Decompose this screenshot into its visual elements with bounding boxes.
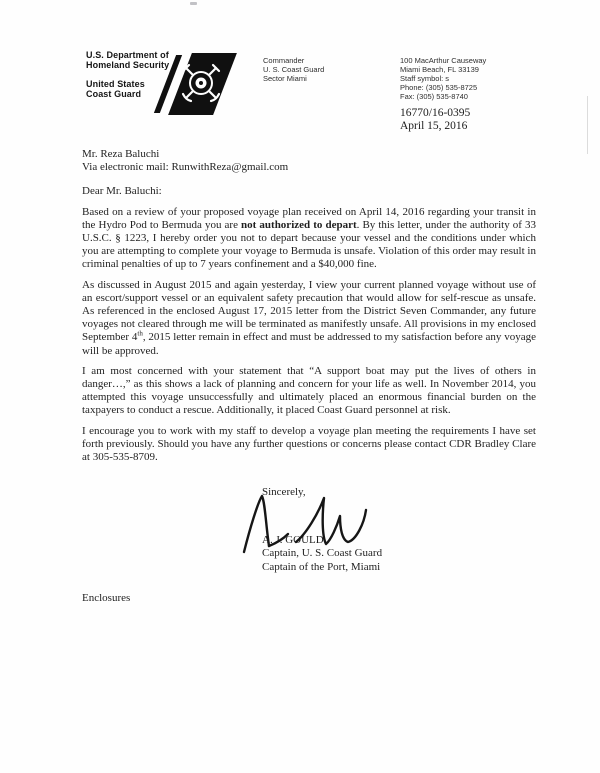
paragraph-1-bold-text: not authorized to depart [241, 218, 357, 231]
closing-block [262, 486, 382, 574]
paragraph-2 [82, 279, 536, 358]
paragraph-1 [82, 206, 536, 272]
scan-speck [190, 2, 197, 5]
agency-line-2: Homeland Security [86, 60, 170, 70]
recipient-block [82, 148, 536, 174]
address-line-5: Fax: (305) 535-8740 [400, 92, 468, 101]
agency-line-1: U.S. Department of [86, 50, 169, 60]
service-line-2: Coast Guard [86, 89, 142, 99]
paragraph-2-text-cont: , 2015 letter remain in effect and must be addressed to my satisfaction before any voyage will be approved. [82, 331, 536, 357]
paragraph-2-superscript: th [137, 329, 143, 338]
signer-title-2: Captain of the Port, Miami [262, 560, 381, 573]
service-line-1: United States [86, 79, 145, 89]
uscg-emblem-icon [178, 60, 224, 106]
paragraph-3: I am most concerned with your statement that “A support boat may put the lives of others in danger…,” as this shows a lack of planning and concern for your life as well. In November 2014, you attempted this voyage unsuccessfully and ultimately placed an enormous financial burden on the taxpayers to conduct a rescue. Additionally, it placed Coast Guard personnel at risk. [82, 364, 536, 417]
recipient-name: Mr. Reza Baluchi [82, 148, 160, 160]
sender-block [263, 56, 324, 83]
sender-line-2: U. S. Coast Guard [263, 65, 325, 74]
address-line-2: Miami Beach, FL 33139 [400, 65, 479, 74]
address-block [400, 56, 486, 101]
date-line: April 15, 2016 [400, 120, 468, 132]
enclosures-line: Enclosures [82, 592, 131, 604]
address-line-3: Staff symbol: s [400, 74, 450, 83]
uscg-racing-stripe-logo [159, 53, 235, 115]
sender-line-1: Commander [263, 56, 305, 65]
paragraph-1-text-cont: . By this letter, under the authority of 33 U.S.C. § 1223, I hereby order you not to depart because your vessel and the conditions under which you are attempting to complete your voyage to Bermuda is unsafe. Violation of this order may result in criminal penalties of up to 7 years confinement and a $40,000 fine. [82, 218, 537, 271]
signer-name: A. J. GOULD [262, 534, 324, 547]
address-line-1: 100 MacArthur Causeway [400, 56, 487, 65]
valediction: Sincerely, [262, 486, 306, 498]
letter-body [82, 148, 536, 464]
paragraph-1-text: Based on a review of your proposed voyage plan received on April 14, 2016 regarding your transit in the Hydro Pod to Bermuda you are [82, 205, 536, 231]
signer-block [262, 534, 382, 574]
signer-title-1: Captain, U. S. Coast Guard [262, 547, 383, 560]
paragraph-4: I encourage you to work with my staff to develop a voyage plan meeting the requirements I have set forth previously. Should you have any further questions or concerns please contact CDR Bradley Clare at 305-535-8709. [82, 424, 536, 464]
salutation: Dear Mr. Baluchi: [82, 185, 162, 198]
recipient-delivery: Via electronic mail: RunwithReza@gmail.com [82, 161, 289, 174]
file-number: 16770/16-0395 [400, 107, 471, 119]
address-line-4: Phone: (305) 535-8725 [400, 83, 478, 92]
agency-block [86, 50, 169, 99]
scan-line-artifact [587, 96, 588, 154]
sender-line-3: Sector Miami [263, 74, 307, 83]
paragraph-2-text: As discussed in August 2015 and again yesterday, I view your current planned voyage without use of an escort/support vessel or an equivalent safety precaution that would allow for self-rescue as unsafe. As referenced in the enclosed August 17, 2015 letter from the District Seven Commander, any future voyages not cleared through me will be terminated as manifestly unsafe. All provisions in my enclosed September 4 [82, 278, 536, 344]
